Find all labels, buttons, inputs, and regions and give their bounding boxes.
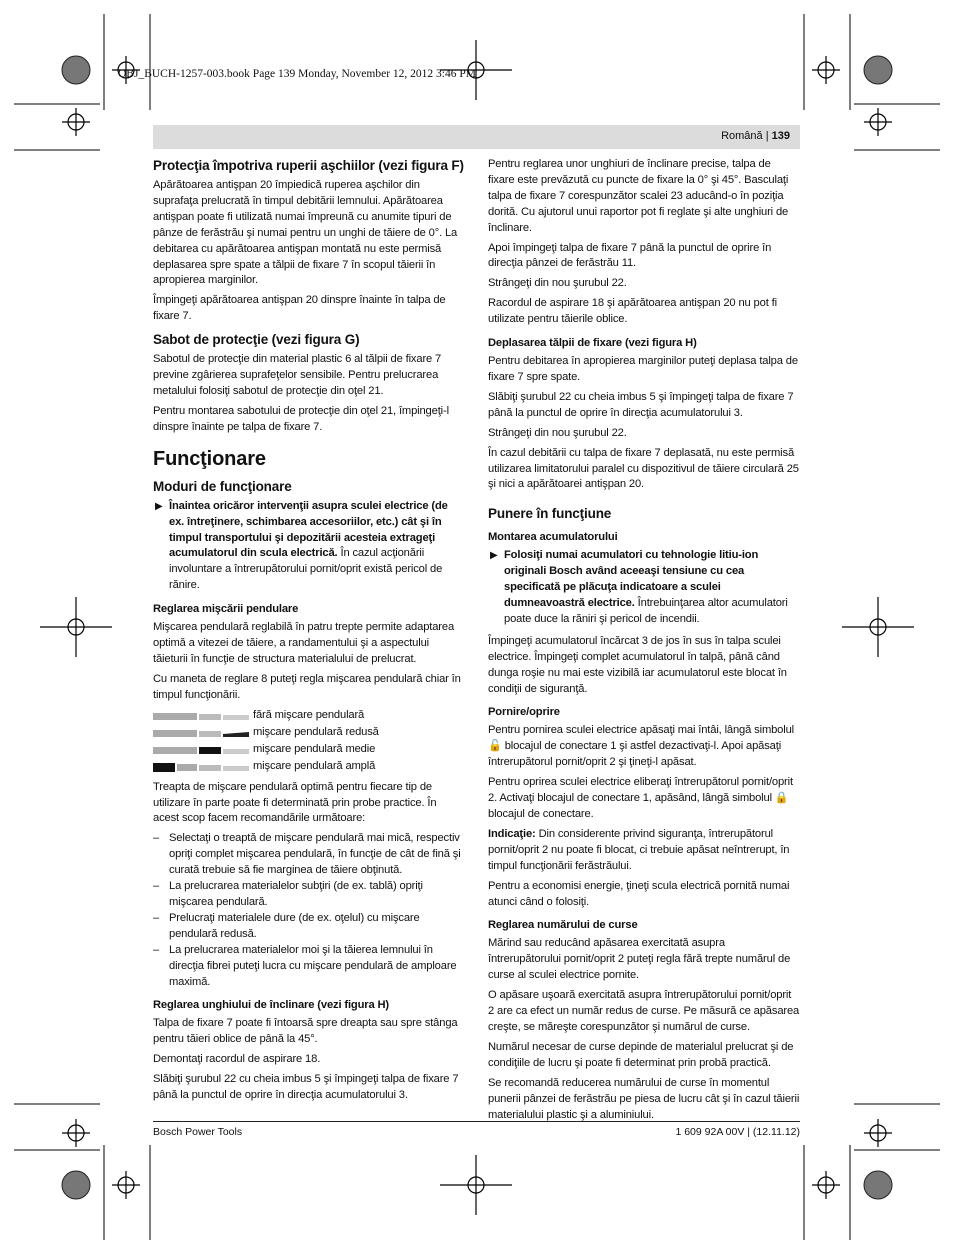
dash-item: – Prelucraţi materialele dure (de ex. oţelul) cu mişcare pendulară redusă. <box>153 911 420 940</box>
header-language: Română <box>721 130 763 142</box>
pendulum-3-icon <box>153 762 249 772</box>
note-text: Din considerente privind siguranţa, întrerupătorul pornit/oprit 2 nu poate fi blocat, ci trebuie apăsat neîntrerupt, în timpul funcţionării ferăstrăului. <box>488 827 790 872</box>
right-column <box>488 157 800 1127</box>
paragraph: Pentru montarea sabotului de protecţie din oţel 21, împingeţi-l dinspre înainte pe talpa de fixare 7. <box>153 404 449 433</box>
paragraph: Slăbiţi şurubul 22 cu cheia imbus 5 şi împingeţi talpa de fixare 7 până la punctul de oprire în direcţia acumulatorului 3. <box>153 1073 459 1102</box>
heading-sabot: Sabot de protecţie (vezi figura G) <box>153 332 360 348</box>
paragraph: Demontaţi racordul de aspirare 18. <box>153 1053 321 1066</box>
warning-bold: Folosiţi numai acumulatori cu tehnologie litiu-ion originali Bosch având aceeaşi tensiune cu cea specificată pe plăcuţa indicatoare a sculei dumneavoastră electrice. <box>504 549 759 610</box>
heading-shift: Deplasarea tălpii de fixare (vezi figura H) <box>488 337 697 350</box>
paragraph: Apărătoarea antişpan 20 împiedică ruperea aşchilor din suprafaţa prelucrată în timpul debitării lemnului. Apărătoarea antişpan poate fi utilizată numai împreună cu anumite tipuri de pânze de ferăstrău şi numai pentru un unghi de tăiere de 0°. La debitarea cu apărătoarea antişpan montată nu este permisă deplasarea spre spate a tălpii de fixare 7 în scopul tăierii în apropierea marginilor. <box>153 179 458 287</box>
running-header <box>153 125 800 149</box>
dash-item: – La prelucrarea materialelor subţiri (de ex. tablă) opriţi mişcarea pendulară. <box>153 880 423 908</box>
pendulum-level-0 <box>153 708 465 725</box>
warning-text: În cazul acţionării involuntare a întrerupătorului pornit/oprit există pericol de rănire. <box>169 547 443 592</box>
paragraph: Talpa de fixare 7 poate fi întoarsă spre dreapta sau spre stânga pentru tăieri oblice de până la 45°. <box>153 1017 458 1046</box>
paragraph: Pentru oprirea sculei electrice eliberaţi întrerupătorul pornit/oprit 2. Activaţi blocajul de conectare 1, apăsând, lângă simbolul 🔒 blocajul de conectare. <box>488 776 793 820</box>
paragraph: Mărind sau reducând apăsarea exercitată asupra întrerupătorului pornit/oprit 2 puteţi regla fără trepte numărul de curse al sculei electrice pornite. <box>488 937 791 982</box>
heading-strokes: Reglarea numărului de curse <box>488 919 638 932</box>
print-header: OBJ_BUCH-1257-003.book Page 139 Monday, November 12, 2012 3:46 PM <box>118 68 476 80</box>
paragraph: Împingeţi acumulatorul încărcat 3 de jos în sus în talpa sculei electrice. Împingeţi complet acumulatorul în talpă, până când dunga roşie nu mai este vizibilă iar acumulatorul este blocat în condiţii de siguranţă. <box>488 634 787 695</box>
paragraph: Racordul de aspirare 18 şi apărătoarea antişpan 20 nu pot fi utilizate pentru tăierile oblice. <box>488 297 777 326</box>
dash-text: Selectaţi o treaptă de mişcare pendulară mai mică, respectiv opriţi complet mişcarea pendulară, în funcţie de cât de fină şi curată trebuie să fie marginea de tăiere obţinută. <box>169 832 461 877</box>
warning-item <box>153 499 465 594</box>
note-label: Indicaţie: <box>488 827 536 840</box>
heading-angle: Reglarea unghiului de înclinare (vezi figura H) <box>153 999 390 1012</box>
dash-text: Prelucraţi materialele dure (de ex. oţelul) cu mişcare pendulară redusă. <box>169 911 420 940</box>
paragraph: În cazul debitării cu talpa de fixare 7 deplasată, nu este permisă utilizarea limitatorului paralel cu dispozitivul de tăiere circulară 25 şi nici a apărătoarei antişpan 20. <box>488 446 799 491</box>
paragraph: Strângeţi din nou şurubul 22. <box>488 426 627 439</box>
dash-item: – La prelucrarea materialelor moi şi la tăierea lemnului în direcţia fibrei puteţi lucra cu mişcare pendulară de amploare maximă. <box>153 943 457 988</box>
pendulum-label: mişcare pendulară medie <box>253 743 376 756</box>
pendulum-0-icon <box>153 711 249 721</box>
paragraph <box>488 827 800 875</box>
header-text: Română | 139 <box>721 130 790 142</box>
heading-onoff: Pornire/oprire <box>488 706 560 719</box>
triangle-bullet-icon: ▶ <box>490 550 498 562</box>
paragraph: Treapta de mişcare pendulară optimă pentru fiecare tip de utilizare în parte poate fi determinată prin probe practice. În acest scop facem recomandările următoare: <box>153 780 437 825</box>
pendulum-level-2 <box>153 742 465 759</box>
pendulum-label: fără mişcare pendulară <box>253 709 365 722</box>
pendulum-label: mişcare pendulară redusă <box>253 726 379 739</box>
pendulum-levels <box>153 708 465 776</box>
paragraph: Apoi împingeţi talpa de fixare 7 până la punctul de oprire în direcţia pânzei de ferăstrău 11. <box>488 241 772 270</box>
paragraph: O apăsare uşoară exercitată asupra întrerupătorului pornit/oprit 2 are ca efect un număr redus de curse. Pe măsură ce apăsarea creşte, se măreşte corespunzător şi numărul de curse. <box>488 989 800 1033</box>
paragraph: Pentru reglarea unor unghiuri de înclinare precise, talpa de fixare este prevăzută cu puncte de fixare la 0° şi 45°. Basculaţi talpa de fixare 7 corespunzător scalei 23 aducând-o în poziţia dorită. Cu ajutorul unui raportor pot fi reglate şi alte unghiuri de înclinare. <box>488 158 789 234</box>
triangle-bullet-icon: ▶ <box>155 500 163 512</box>
pendulum-2-icon <box>153 745 249 755</box>
pendulum-label: mişcare pendulară amplă <box>253 760 376 773</box>
dash-text: La prelucrarea materialelor subţiri (de ex. tablă) opriţi mişcarea pendulară. <box>169 880 423 908</box>
paragraph: Slăbiţi şurubul 22 cu cheia imbus 5 şi împingeţi talpa de fixare 7 până la punctul de oprire în direcţia acumulatorului 3. <box>488 390 794 419</box>
paragraph: Sabotul de protecţie din material plastic 6 al tălpii de fixare 7 previne zgârierea suprafeţelor sensibile. Pentru prelucrarea metalului folosiţi sabotul de protecţie din oţel 21. <box>153 353 442 397</box>
paragraph: Pentru a economisi energie, ţineţi scula electrică pornită numai atunci când o folosiţi. <box>488 879 790 908</box>
footer-rule <box>153 1121 800 1122</box>
heading-antisplinter: Protecţia împotriva ruperii aşchiilor (vezi figura F) <box>153 158 464 173</box>
paragraph: Pentru debitarea în apropierea marginilor puteţi deplasa talpa de fixare 7 spre spate. <box>488 355 798 383</box>
paragraph: Strângeţi din nou şurubul 22. <box>488 277 627 290</box>
footer-brand: Bosch Power Tools <box>153 1126 243 1138</box>
paragraph: Se recomandă reducerea numărului de curse în momentul punerii pânzei de ferăstrău pe piesa de lucru cât şi în cazul tăierii materialului plastic şi a aluminiului. <box>488 1076 800 1121</box>
heading-operation: Funcţionare <box>153 447 266 470</box>
paragraph: Numărul necesar de curse depinde de materialul prelucrat şi de condiţiile de lucru şi poate fi determinat prin probă practică. <box>488 1040 794 1069</box>
warning-text: Întrebuinţarea altor acumulatori poate duce la răniri şi pericol de incendii. <box>504 597 788 625</box>
heading-pendulum: Reglarea mişcării pendulare <box>153 603 299 616</box>
left-column <box>153 157 465 1108</box>
heading-start: Punere în funcţiune <box>488 506 612 522</box>
pendulum-level-3 <box>153 759 465 776</box>
footer-docnumber: 1 609 92A 00V | (12.11.12) <box>675 1126 800 1138</box>
warning-bold: Înaintea oricăror intervenţii asupra sculei electrice (de ex. întreţinere, schimbarea accesoriilor, etc.) cât şi în timpul transportului şi depozitării acesteia extrageţi acumulatorul din scula electrică. <box>169 499 448 560</box>
paragraph: Împingeţi apărătoarea antişpan 20 dinspre înainte în talpa de fixare 7. <box>153 294 446 323</box>
page-number: 139 <box>771 130 790 142</box>
heading-modes: Moduri de funcţionare <box>153 478 292 494</box>
heading-battery: Montarea acumulatorului <box>488 531 618 544</box>
warning-item <box>488 548 800 628</box>
paragraph: Mişcarea pendulară reglabilă în patru trepte permite adaptarea optimă a vitezei de tăiere, a randamentului şi a aspectului tăieturii în funcţie de structura materialului de prelucrat. <box>153 621 455 665</box>
paragraph: Pentru pornirea sculei electrice apăsaţi mai întâi, lângă simbolul 🔓 blocajul de conectare 1 şi astfel dezactivaţi-l. Apoi apăsaţi întrerupătorul pornit/oprit 2 şi ţineţi-l apăsat. <box>488 724 794 769</box>
pendulum-1-icon <box>153 728 249 738</box>
pendulum-level-1 <box>153 725 465 742</box>
dash-item: – Selectaţi o treaptă de mişcare pendulară mai mică, respectiv opriţi complet mişcarea pendulară, în funcţie de cât de fină şi curată trebuie să fie marginea de tăiere obţinută. <box>153 832 461 877</box>
paragraph: Cu maneta de reglare 8 puteţi regla mişcarea pendulară chiar în timpul funcţionării. <box>153 672 461 701</box>
dash-text: La prelucrarea materialelor moi şi la tăierea lemnului în direcţia fibrei puteţi lucra cu mişcare pendulară de amploare maximă. <box>169 943 457 988</box>
